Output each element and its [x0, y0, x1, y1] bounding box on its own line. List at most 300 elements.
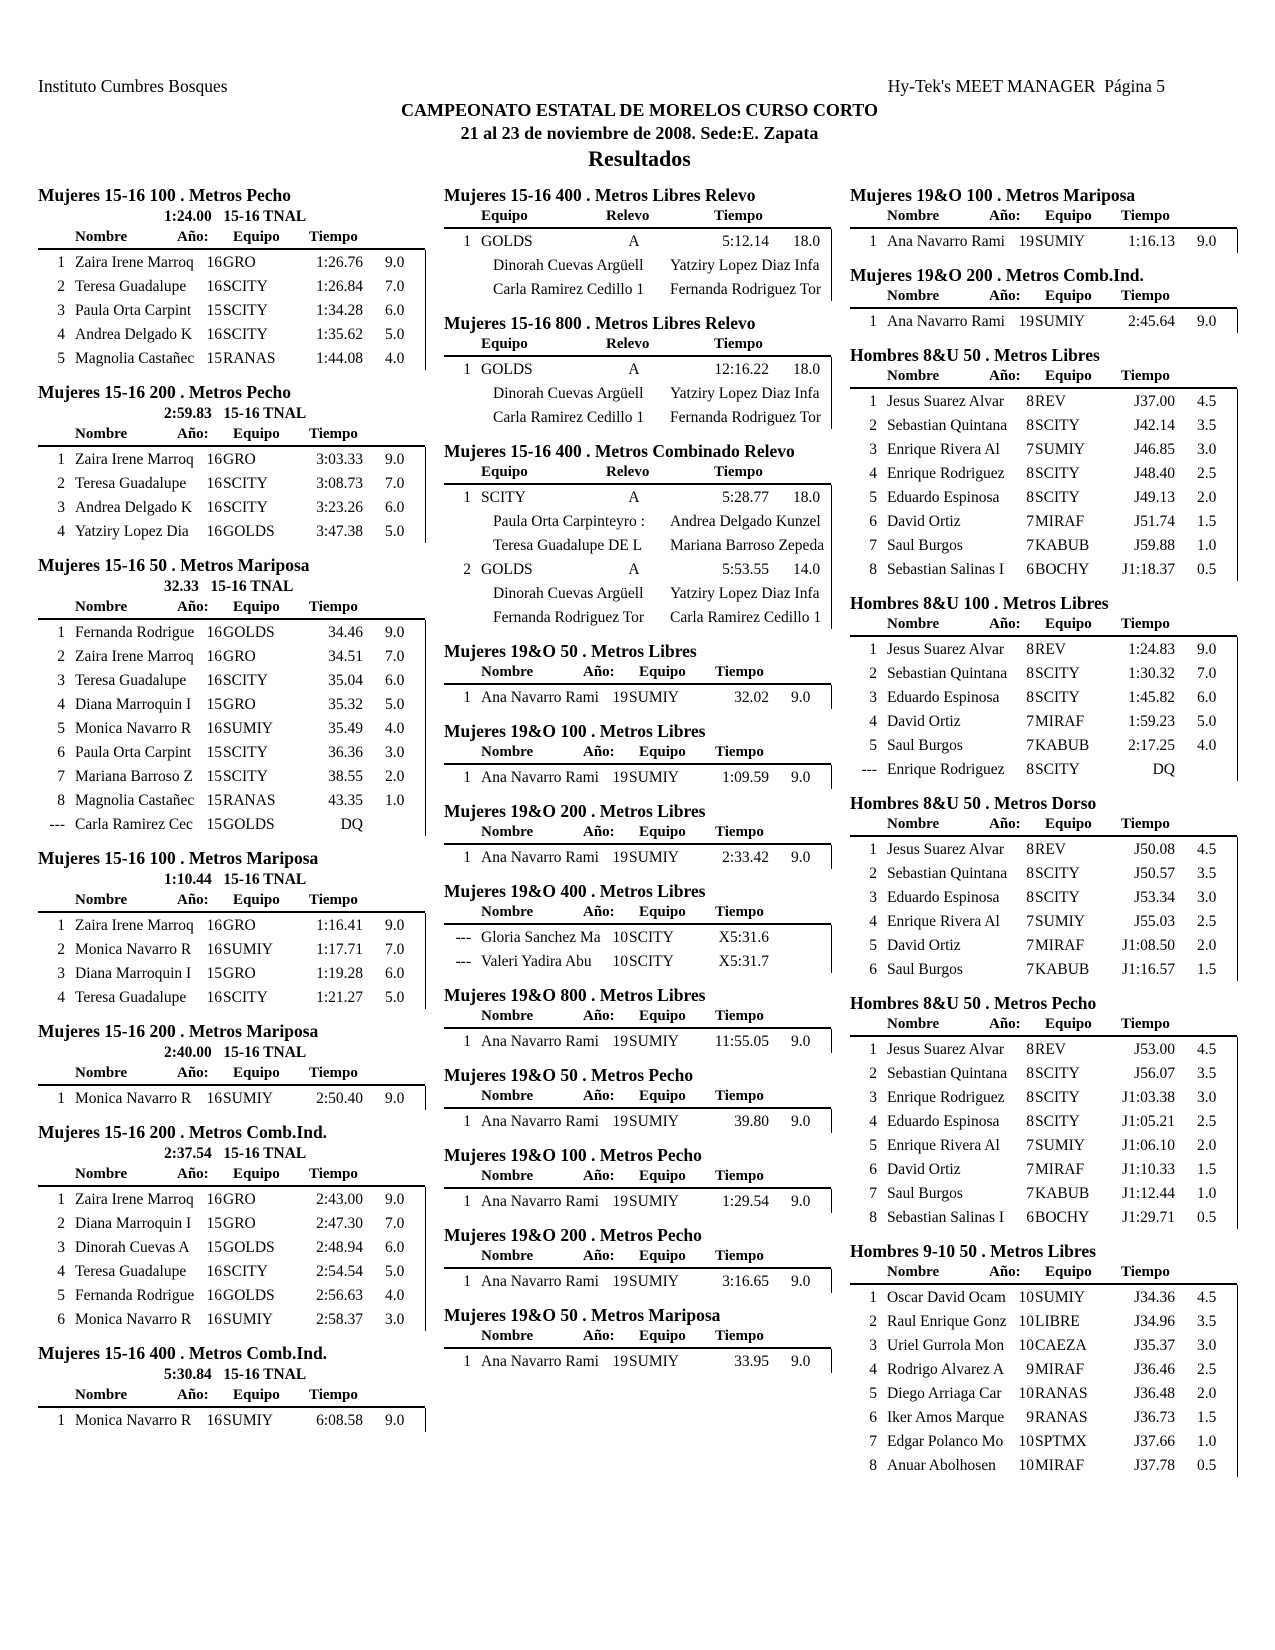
result-row: [850, 1133, 1237, 1157]
header-equipo: Equipo: [233, 892, 280, 908]
software-page-label: Hy-Tek's MEET MANAGER Página 5: [887, 76, 1165, 96]
result-row: [38, 716, 425, 740]
result-row: [38, 740, 425, 764]
table-header: [444, 742, 831, 765]
points: 9.0: [385, 1090, 405, 1107]
time: J51.74: [1134, 513, 1175, 530]
event-block: [850, 264, 1250, 333]
section-title-text: Resultados: [588, 146, 691, 171]
swimmer-name: David Ortiz: [887, 937, 961, 954]
place: 1: [463, 769, 471, 786]
swimmer-name: Anuar Abolhosen: [887, 1457, 996, 1474]
event-title: Mujeres 19&O 100 . Metros Pecho: [444, 1145, 702, 1165]
results-column-2: [444, 184, 844, 1384]
team: GOLDS: [223, 523, 275, 540]
team: SUMIY: [1035, 913, 1085, 930]
time: J37.00: [1134, 393, 1175, 410]
header-nombre: Nombre: [481, 1328, 534, 1344]
event-block: [444, 184, 844, 301]
team: SUMIY: [223, 1311, 273, 1328]
place: 1: [869, 1289, 877, 1306]
swimmer-name: Monica Navarro R: [75, 1311, 192, 1328]
event-title: Mujeres 15-16 100 . Metros Mariposa: [38, 848, 319, 868]
age: 10: [1018, 1313, 1034, 1330]
time: 2:58.37: [316, 1311, 363, 1328]
points: 0.5: [1197, 1457, 1217, 1474]
place: 1: [463, 1353, 471, 1370]
result-row: [850, 533, 1237, 557]
place: 5: [57, 350, 65, 367]
event-block: [444, 1144, 844, 1213]
points: 1.5: [1197, 1161, 1217, 1178]
result-row: [850, 1061, 1237, 1085]
swimmer-name: Monica Navarro R: [75, 720, 192, 737]
age: 15: [206, 768, 222, 785]
age: 16: [206, 278, 222, 295]
points: 9.0: [791, 1193, 811, 1210]
time: 1:44.08: [316, 350, 363, 367]
team: GRO: [223, 965, 256, 982]
event-block: [444, 800, 844, 869]
meet-dates: [0, 123, 1275, 144]
points: 3.0: [1197, 1337, 1217, 1354]
relay-row: [444, 557, 831, 581]
header-nombre: Nombre: [887, 816, 940, 832]
place: 5: [869, 1137, 877, 1154]
age: 16: [206, 1090, 222, 1107]
time: 1:35.62: [316, 326, 363, 343]
place: 2: [57, 278, 65, 295]
swimmer-name: Zaira Irene Marroq: [75, 1191, 194, 1208]
header-equipo: Equipo: [233, 1166, 280, 1182]
time: 5:12.14: [722, 233, 769, 250]
swimmer-name: Zaira Irene Marroq: [75, 917, 194, 934]
relay-swimmers-row: [444, 253, 831, 277]
age: 15: [206, 744, 222, 761]
swimmer-name: Carla Ramirez Cec: [75, 816, 193, 833]
points: 4.0: [1197, 737, 1217, 754]
header-anio: Año:: [583, 824, 615, 840]
result-row: [850, 1453, 1237, 1477]
swimmer-name: Uriel Gurrola Mon: [887, 1337, 1005, 1354]
age: 10: [612, 929, 628, 946]
team: SCITY: [223, 768, 268, 785]
place: 1: [463, 1033, 471, 1050]
team: SCITY: [481, 489, 526, 506]
result-row: [850, 1181, 1237, 1205]
team: SCITY: [223, 326, 268, 343]
age: 19: [1018, 233, 1034, 250]
age: 8: [1026, 1041, 1034, 1058]
place: 4: [57, 1263, 65, 1280]
age: 16: [206, 989, 222, 1006]
team: SUMIY: [1035, 441, 1085, 458]
team: KABUB: [1035, 737, 1090, 754]
age: 15: [206, 816, 222, 833]
team: SCITY: [223, 1263, 268, 1280]
time: J48.40: [1134, 465, 1175, 482]
age: 7: [1026, 961, 1034, 978]
place: 1: [463, 849, 471, 866]
table-body: [38, 1086, 426, 1110]
swimmer-name: Eduardo Espinosa: [887, 689, 1000, 706]
result-row: [444, 925, 831, 949]
header-tiempo: Tiempo: [309, 1166, 358, 1182]
time: 1:34.28: [316, 302, 363, 319]
place: 2: [57, 648, 65, 665]
table-body: [444, 485, 832, 629]
age: 19: [612, 769, 628, 786]
time: J35.37: [1134, 1337, 1175, 1354]
place: 7: [869, 1433, 877, 1450]
swimmer-name: Zaira Irene Marroq: [75, 648, 194, 665]
points: 3.5: [1197, 1313, 1217, 1330]
result-row: [850, 885, 1237, 909]
points: 3.0: [385, 744, 405, 761]
place: 8: [869, 561, 877, 578]
result-row: [850, 837, 1237, 861]
event-title: Mujeres 15-16 200 . Metros Comb.Ind.: [38, 1122, 328, 1142]
time: 1:59.23: [1128, 713, 1175, 730]
header-anio: Año:: [583, 904, 615, 920]
result-row: [850, 709, 1237, 733]
time: J34.36: [1134, 1289, 1175, 1306]
time: J37.78: [1134, 1457, 1175, 1474]
team: SCITY: [223, 744, 268, 761]
header-nombre: Nombre: [887, 616, 940, 632]
swimmer-name: Jesus Suarez Alvar: [887, 1041, 1005, 1058]
event-block: [38, 1121, 438, 1331]
time: J50.08: [1134, 841, 1175, 858]
table-header: [850, 286, 1237, 309]
time: 3:03.33: [316, 451, 363, 468]
points: 9.0: [791, 689, 811, 706]
place: 2: [57, 475, 65, 492]
event-title: Mujeres 15-16 100 . Metros Pecho: [38, 185, 292, 205]
relay-swimmers-row: [444, 405, 831, 429]
swimmer-name: Eduardo Espinosa: [887, 489, 1000, 506]
result-row: [850, 1157, 1237, 1181]
points: 6.0: [385, 672, 405, 689]
team: GRO: [223, 254, 256, 271]
swimmer-name: Magnolia Castañec: [75, 350, 195, 367]
result-row: [38, 495, 425, 519]
team: SCITY: [1035, 889, 1080, 906]
points: 2.0: [1197, 1137, 1217, 1154]
header-nombre: Nombre: [75, 229, 128, 245]
swimmer-name: Yatziry Lopez Dia: [75, 523, 189, 540]
age: 10: [1018, 1433, 1034, 1450]
age: 16: [206, 254, 222, 271]
header-equipo: Equipo: [639, 744, 686, 760]
age: 8: [1026, 417, 1034, 434]
event-block: [38, 554, 438, 836]
table-header: [850, 614, 1237, 637]
result-row: [850, 309, 1237, 333]
age: 15: [206, 696, 222, 713]
swimmer-name: Rodrigo Alvarez A: [887, 1361, 1005, 1378]
points: 3.0: [1197, 889, 1217, 906]
age: 8: [1026, 761, 1034, 778]
swimmer-name: Teresa Guadalupe: [75, 989, 187, 1006]
swimmer-name: Iker Amos Marque: [887, 1409, 1005, 1426]
time: 1:29.54: [722, 1193, 769, 1210]
time: 6:08.58: [316, 1412, 363, 1429]
header-equipo: Equipo: [639, 1008, 686, 1024]
swimmer-name: Sebastian Salinas I: [887, 561, 1005, 578]
result-row: [38, 1283, 425, 1307]
table-header: [444, 334, 831, 357]
table-body: [444, 765, 832, 789]
points: 6.0: [385, 302, 405, 319]
event-title: Hombres 8&U 50 . Metros Libres: [850, 345, 1100, 365]
swimmer-name: Eduardo Espinosa: [887, 1113, 1000, 1130]
age: 7: [1026, 1161, 1034, 1178]
result-row: [38, 937, 425, 961]
time: J1:16.57: [1122, 961, 1175, 978]
result-row: [38, 644, 425, 668]
team: SCITY: [1035, 1065, 1080, 1082]
time: J1:06.10: [1122, 1137, 1175, 1154]
place: 1: [463, 1113, 471, 1130]
time: 3:16.65: [722, 1273, 769, 1290]
swimmer-name: Teresa Guadalupe: [75, 278, 187, 295]
team: MIRAF: [1035, 1457, 1085, 1474]
event-block: [850, 592, 1250, 781]
points: 1.5: [1197, 961, 1217, 978]
swimmer-name: Carla Ramirez Cedillo 1: [670, 609, 822, 626]
place: 6: [869, 1161, 877, 1178]
swimmer-name: Monica Navarro R: [75, 1090, 192, 1107]
time: J36.48: [1134, 1385, 1175, 1402]
age: 8: [1026, 641, 1034, 658]
age: 19: [612, 849, 628, 866]
age: 7: [1026, 513, 1034, 530]
event-title: Mujeres 19&O 400 . Metros Libres: [444, 881, 706, 901]
relay-row: [444, 485, 831, 509]
team: SUMIY: [223, 1090, 273, 1107]
age: 16: [206, 720, 222, 737]
table-body: [38, 1408, 426, 1432]
swimmer-name: Oscar David Ocam: [887, 1289, 1006, 1306]
place: 7: [869, 537, 877, 554]
header-anio: Año:: [177, 1387, 209, 1403]
results-column-3: [850, 184, 1250, 1488]
age: 10: [1018, 1457, 1034, 1474]
swimmer-name: Fernanda Rodriguez Tor: [493, 609, 645, 626]
swimmer-name: Carla Ramirez Cedillo 1: [493, 281, 645, 298]
table-body: [850, 837, 1238, 981]
place: 5: [869, 1385, 877, 1402]
swimmer-name: Zaira Irene Marroq: [75, 451, 194, 468]
points: 14.0: [793, 561, 821, 578]
swimmer-name: Enrique Rivera Al: [887, 441, 1000, 458]
place: 2: [869, 865, 877, 882]
result-row: [850, 933, 1237, 957]
age: 7: [1026, 537, 1034, 554]
event-block: [850, 1240, 1250, 1477]
team: SUMIY: [629, 1113, 679, 1130]
place: 3: [57, 1239, 65, 1256]
team: REV: [1035, 393, 1066, 410]
place: 1: [57, 254, 65, 271]
time: 34.51: [328, 648, 363, 665]
place: 1: [869, 313, 877, 330]
header-nombre: Nombre: [75, 426, 128, 442]
points: 2.5: [1197, 465, 1217, 482]
swimmer-name: Jesus Suarez Alvar: [887, 641, 1005, 658]
time: J56.07: [1134, 1065, 1175, 1082]
result-row: [850, 1109, 1237, 1133]
time: J36.46: [1134, 1361, 1175, 1378]
place: 4: [57, 989, 65, 1006]
age: 15: [206, 302, 222, 319]
age: 15: [206, 350, 222, 367]
table-body: [38, 913, 426, 1009]
time: DQ: [1152, 761, 1175, 778]
points: 9.0: [385, 917, 405, 934]
swimmer-name: Fernanda Rodrigue: [75, 1287, 195, 1304]
event-title: Mujeres 19&O 50 . Metros Pecho: [444, 1065, 694, 1085]
event-title: Mujeres 15-16 200 . Metros Mariposa: [38, 1021, 319, 1041]
place: 1: [869, 393, 877, 410]
event-block: [38, 184, 438, 370]
place: 1: [463, 1273, 471, 1290]
team: SUMIY: [629, 1273, 679, 1290]
table-body: [444, 1269, 832, 1293]
header-nombre: Nombre: [887, 1264, 940, 1280]
age: 16: [206, 1191, 222, 1208]
swimmer-name: Diana Marroquin I: [75, 1215, 192, 1232]
team: SUMIY: [629, 1193, 679, 1210]
points: 3.5: [1197, 865, 1217, 882]
swimmer-name: Ana Navarro Rami: [481, 769, 599, 786]
event-title: Mujeres 19&O 800 . Metros Libres: [444, 985, 706, 1005]
time: J53.00: [1134, 1041, 1175, 1058]
age: 19: [612, 1033, 628, 1050]
swimmer-name: Ana Navarro Rami: [887, 313, 1005, 330]
result-row: [38, 620, 425, 644]
place: 1: [463, 489, 471, 506]
table-header: [38, 424, 425, 447]
place: ---: [49, 816, 65, 833]
event-title: Hombres 8&U 50 . Metros Dorso: [850, 793, 1097, 813]
time: J42.14: [1134, 417, 1175, 434]
table-body: [850, 309, 1238, 333]
relay-letter: A: [628, 489, 640, 506]
points: 18.0: [793, 233, 821, 250]
points: 9.0: [791, 849, 811, 866]
points: 0.5: [1197, 1209, 1217, 1226]
team: SCITY: [629, 953, 674, 970]
relay-swimmers-row: [444, 533, 831, 557]
header-tiempo: Tiempo: [309, 229, 358, 245]
time: 1:45.82: [1128, 689, 1175, 706]
team: GOLDS: [223, 816, 275, 833]
age: 10: [1018, 1385, 1034, 1402]
age: 16: [206, 917, 222, 934]
points: 2.0: [1197, 937, 1217, 954]
swimmer-name: Diana Marroquin I: [75, 965, 192, 982]
swimmer-name: Monica Navarro R: [75, 1412, 192, 1429]
place: 3: [869, 889, 877, 906]
result-row: [850, 229, 1237, 253]
result-row: [850, 1333, 1237, 1357]
result-row: [38, 471, 425, 495]
team: SCITY: [223, 672, 268, 689]
result-row: [38, 447, 425, 471]
time: 2:47.30: [316, 1215, 363, 1232]
time: J1:03.38: [1122, 1089, 1175, 1106]
table-body: [38, 620, 426, 836]
points: 4.5: [1197, 1041, 1217, 1058]
result-row: [38, 1211, 425, 1235]
header-equipo: Equipo: [639, 904, 686, 920]
swimmer-name: Paula Orta Carpint: [75, 744, 192, 761]
header-tiempo: Tiempo: [309, 599, 358, 615]
time: 32.02: [734, 689, 769, 706]
header-equipo: Equipo: [233, 599, 280, 615]
time: 1:19.28: [316, 965, 363, 982]
header-anio: Año:: [583, 1008, 615, 1024]
points: 4.5: [1197, 393, 1217, 410]
time: J1:12.44: [1122, 1185, 1175, 1202]
team: BOCHY: [1035, 561, 1090, 578]
header-equipo: Equipo: [481, 336, 528, 352]
team: SCITY: [1035, 465, 1080, 482]
swimmer-name: David Ortiz: [887, 513, 961, 530]
place: 1: [57, 1090, 65, 1107]
place: 1: [57, 451, 65, 468]
time: J49.13: [1134, 489, 1175, 506]
header-anio: Año:: [177, 426, 209, 442]
age: 19: [612, 1353, 628, 1370]
event-title: Mujeres 15-16 800 . Metros Libres Relevo: [444, 313, 756, 333]
swimmer-name: Ana Navarro Rami: [481, 849, 599, 866]
age: 8: [1026, 889, 1034, 906]
table-body: [444, 229, 832, 301]
header-equipo: Equipo: [1045, 368, 1092, 384]
points: 9.0: [385, 254, 405, 271]
swimmer-name: Paula Orta Carpint: [75, 302, 192, 319]
event-block: [444, 720, 844, 789]
result-row: [850, 1085, 1237, 1109]
time: J37.66: [1134, 1433, 1175, 1450]
team: MIRAF: [1035, 1161, 1085, 1178]
place: 8: [869, 1457, 877, 1474]
age: 16: [206, 326, 222, 343]
time: 2:50.40: [316, 1090, 363, 1107]
header-nombre: Nombre: [75, 1166, 128, 1182]
header-anio: Año:: [177, 1065, 209, 1081]
header-nombre: Nombre: [481, 744, 534, 760]
team: GRO: [223, 696, 256, 713]
event-block: [38, 1020, 438, 1110]
place: 5: [57, 1287, 65, 1304]
team: SUMIY: [629, 849, 679, 866]
place: 1: [57, 624, 65, 641]
team: SCITY: [1035, 761, 1080, 778]
points: 9.0: [385, 1412, 405, 1429]
swimmer-name: Jesus Suarez Alvar: [887, 393, 1005, 410]
header-equipo: Equipo: [233, 1387, 280, 1403]
points: 2.0: [1197, 489, 1217, 506]
place: 4: [57, 326, 65, 343]
age: 6: [1026, 561, 1034, 578]
team: SUMIY: [223, 941, 273, 958]
points: 3.0: [1197, 441, 1217, 458]
header-tiempo: Tiempo: [714, 464, 763, 480]
